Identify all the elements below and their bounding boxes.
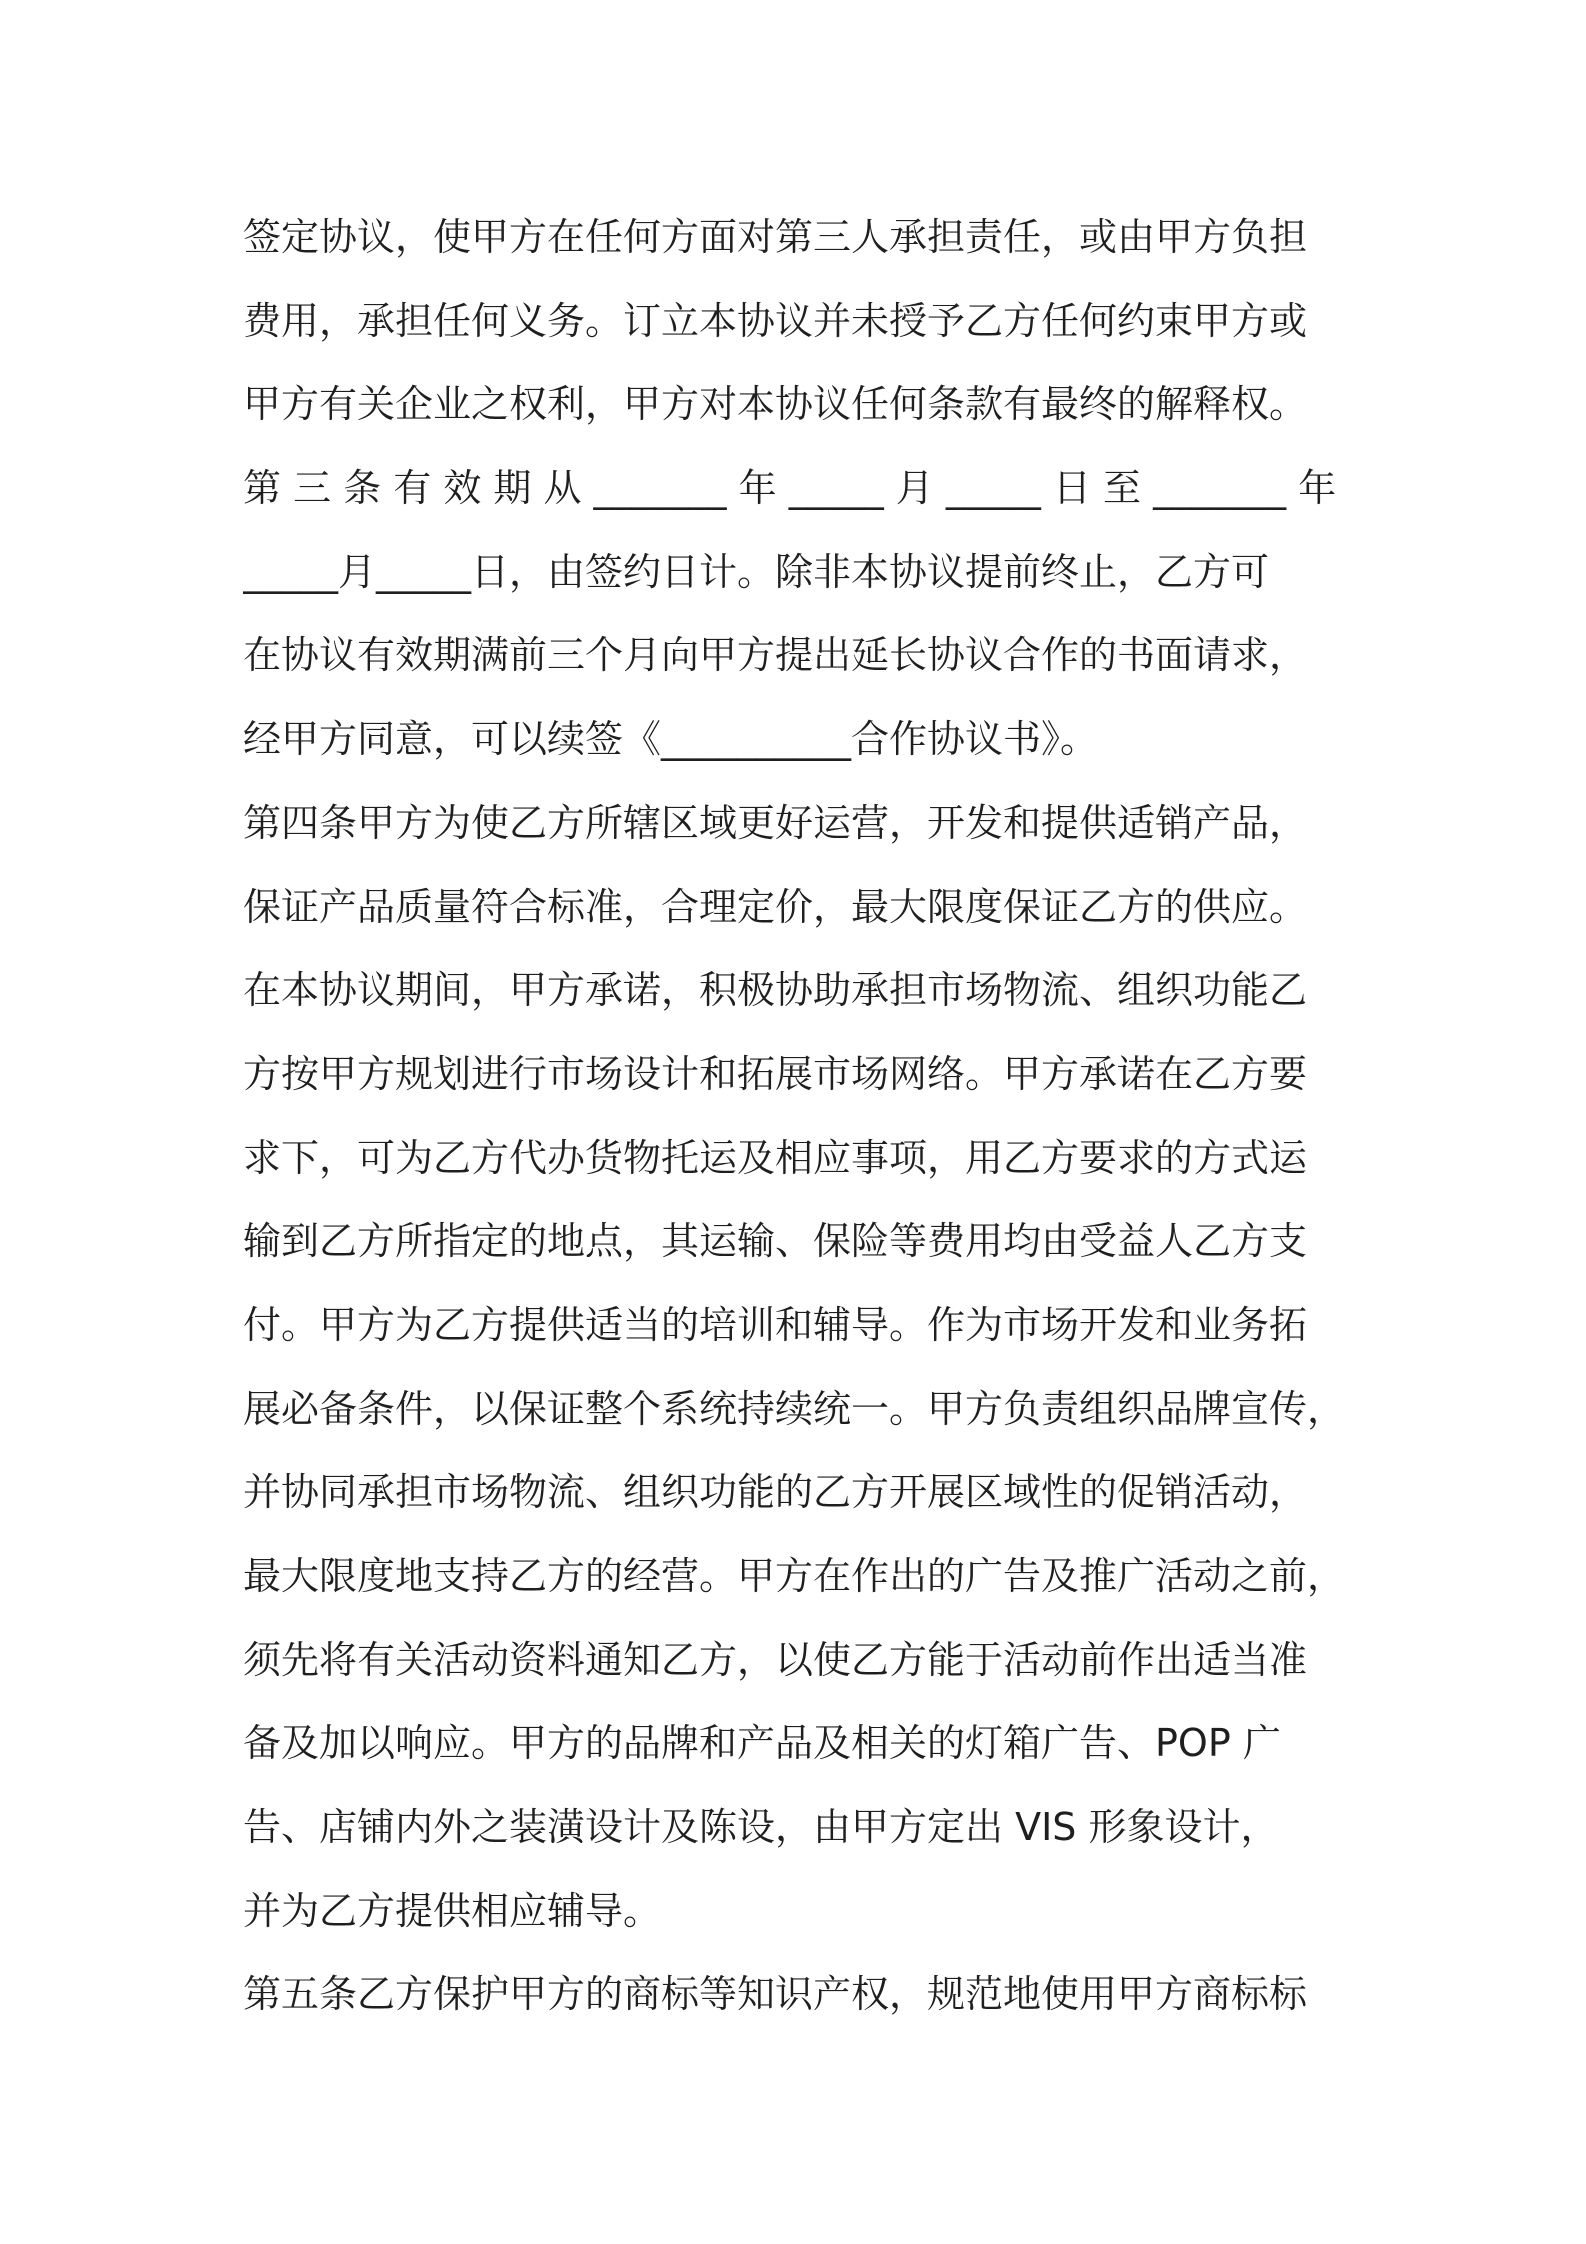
text-line-12: 求下，可为乙方代办货物托运及相应事项，用乙方要求的方式运 (243, 1135, 1308, 1180)
text-line-11: 方按甲方规划进行市场设计和拓展市场网络。甲方承诺在乙方要 (243, 1051, 1308, 1096)
text-line-13: 输到乙方所指定的地点，其运输、保险等费用均由受益人乙方支 (243, 1219, 1308, 1264)
text-line-19: 备及加以响应。甲方的品牌和产品及相关的灯箱广告、POP 广 (243, 1721, 1281, 1766)
text-line-10: 在本协议期间，甲方承诺，积极协助承担市场物流、组织功能乙 (243, 968, 1308, 1013)
document-body (243, 196, 1363, 2037)
text-line-22: 第五条乙方保护甲方的商标等知识产权，规范地使用甲方商标标 (243, 1972, 1308, 2017)
text-line-18: 须先将有关活动资料通知乙方，以使乙方能于活动前作出适当准 (243, 1637, 1308, 1682)
text-line-15: 展必备条件，以保证整个系统持续统一。甲方负责组织品牌宣传， (243, 1386, 1346, 1431)
text-line-9: 保证产品质量符合标准，合理定价，最大限度保证乙方的供应。 (243, 884, 1308, 929)
text-line-5: _____月_____日，由签约日计。除非本协议提前终止，乙方可 (243, 549, 1270, 594)
text-line-14: 付。甲方为乙方提供适当的培训和辅导。作为市场开发和业务拓 (243, 1302, 1308, 1347)
text-line-8: 第四条甲方为使乙方所辖区域更好运营，开发和提供适销产品， (243, 800, 1308, 845)
text-line-20: 告、店铺内外之装潢设计及陈设，由甲方定出 VIS 形象设计， (243, 1805, 1279, 1850)
text-line-2: 费用，承担任何义务。订立本协议并未授予乙方任何约束甲方或 (243, 298, 1308, 343)
text-line-21: 并为乙方提供相应辅导。 (243, 1888, 662, 1933)
text-line-16: 并协同承担市场物流、组织功能的乙方开展区域性的促销活动， (243, 1470, 1308, 1515)
text-line-1: 签定协议，使甲方在任何方面对第三人承担责任，或由甲方负担 (243, 215, 1308, 259)
text-line-4: 第 三 条 有 效 期 从 _______ 年 _____ 月 _____ 日 至 _______ 年 (243, 466, 1337, 511)
text-line-17: 最大限度地支持乙方的经营。甲方在作出的广告及推广活动之前， (243, 1554, 1346, 1598)
text-line-3: 甲方有关企业之权利，甲方对本协议任何条款有最终的解释权。 (243, 382, 1308, 427)
text-line-6: 在协议有效期满前三个月向甲方提出延长协议合作的书面请求， (243, 633, 1308, 678)
text-line-7: 经甲方同意，可以续签《__________合作协议书》。 (243, 717, 1099, 762)
